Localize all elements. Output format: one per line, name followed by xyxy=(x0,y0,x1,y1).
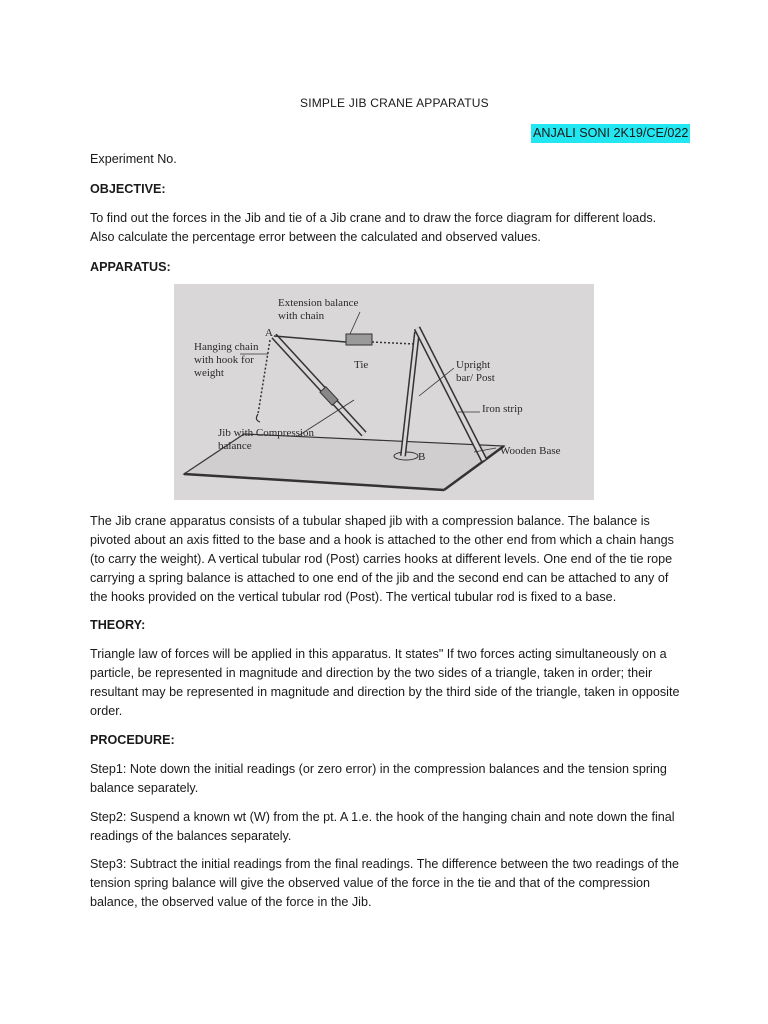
author-highlight: ANJALI SONI 2K19/CE/022 xyxy=(531,124,690,143)
experiment-number: Experiment No. xyxy=(90,152,177,166)
apparatus-paragraph: The Jib crane apparatus consists of a tubular shaped jib with a compression balance. The balance is pivoted about an axis fitted to the base and a hook is attached to the other end from which a chain hangs (to carry the weight). A vertical tubular rod (Post) carries hooks at different levels. One end of the tie rope carrying a spring balance is attached to one end of the jib and the second end can be attached to any of the hooks provided on the vertical tubular rod (Post). The vertical tubular rod is fixed to a base. xyxy=(90,514,674,604)
objective-heading: OBJECTIVE: xyxy=(90,182,166,196)
label-weight: weight xyxy=(194,367,224,379)
tie-chain-right xyxy=(372,342,414,344)
label-hanging-chain: Hanging chain xyxy=(194,341,259,353)
compression-balance xyxy=(320,387,338,406)
procedure-heading: PROCEDURE: xyxy=(90,733,175,747)
step-1-text: Step1: Note down the initial readings (or zero error) in the compression balances and the tension spring balance separately. xyxy=(90,762,667,795)
tie-chain-left xyxy=(274,336,346,342)
label-bar-post: bar/ Post xyxy=(456,372,495,384)
label-with-chain: with chain xyxy=(278,310,325,322)
theory-paragraph: Triangle law of forces will be applied in this apparatus. It states" If two forces acting simultaneously on a particle, be represented in magnitude and direction by the two sides of a triangle, taken in order; their resultant may be represented in magnitude and direction by the third side of the triangle, taken in opposite order. xyxy=(90,647,680,718)
extension-balance xyxy=(346,334,372,345)
step-3-text: Step3: Subtract the initial readings from the final readings. The difference between the two readings of the tension spring balance will give the observed value of the force in the tie and that of the compression balance, the observed value of the force in the Jib. xyxy=(90,857,680,909)
label-upright: Upright xyxy=(456,359,491,371)
step-2-text: Step2: Suspend a known wt (W) from the pt. A 1.e. the hook of the hanging chain and note down the final readings of the balances separately. xyxy=(90,810,675,843)
label-iron-strip: Iron strip xyxy=(482,403,523,415)
label-point-b: B xyxy=(418,451,426,463)
hook-icon xyxy=(256,414,260,422)
document-title: SIMPLE JIB CRANE APPARATUS xyxy=(300,96,489,110)
procedure-step-2 xyxy=(90,808,680,846)
jib-crane-figure xyxy=(174,284,594,500)
label-jib-with-compression: Jib with Compression xyxy=(218,427,314,439)
label-hook-for: with hook for xyxy=(194,354,254,366)
apparatus-description xyxy=(90,512,680,607)
jib-crane-diagram xyxy=(174,284,594,500)
hanging-chain xyxy=(258,340,270,414)
objective-paragraph: To find out the forces in the Jib and tie of a Jib crane and to draw the force diagram for different loads. Also calculate the percentage error between the calculated and observed values. xyxy=(90,211,657,244)
procedure-step-3 xyxy=(90,855,680,912)
label-point-a: A xyxy=(265,327,273,339)
theory-text xyxy=(90,645,680,721)
label-wooden-base: Wooden Base xyxy=(500,445,561,457)
theory-heading: THEORY: xyxy=(90,618,146,632)
label-extension-balance: Extension balance xyxy=(278,297,359,309)
procedure-step-1 xyxy=(90,760,680,798)
objective-text xyxy=(90,209,680,247)
apparatus-heading: APPARATUS: xyxy=(90,260,171,274)
label-tie: Tie xyxy=(354,359,369,371)
label-balance: balance xyxy=(218,440,252,452)
